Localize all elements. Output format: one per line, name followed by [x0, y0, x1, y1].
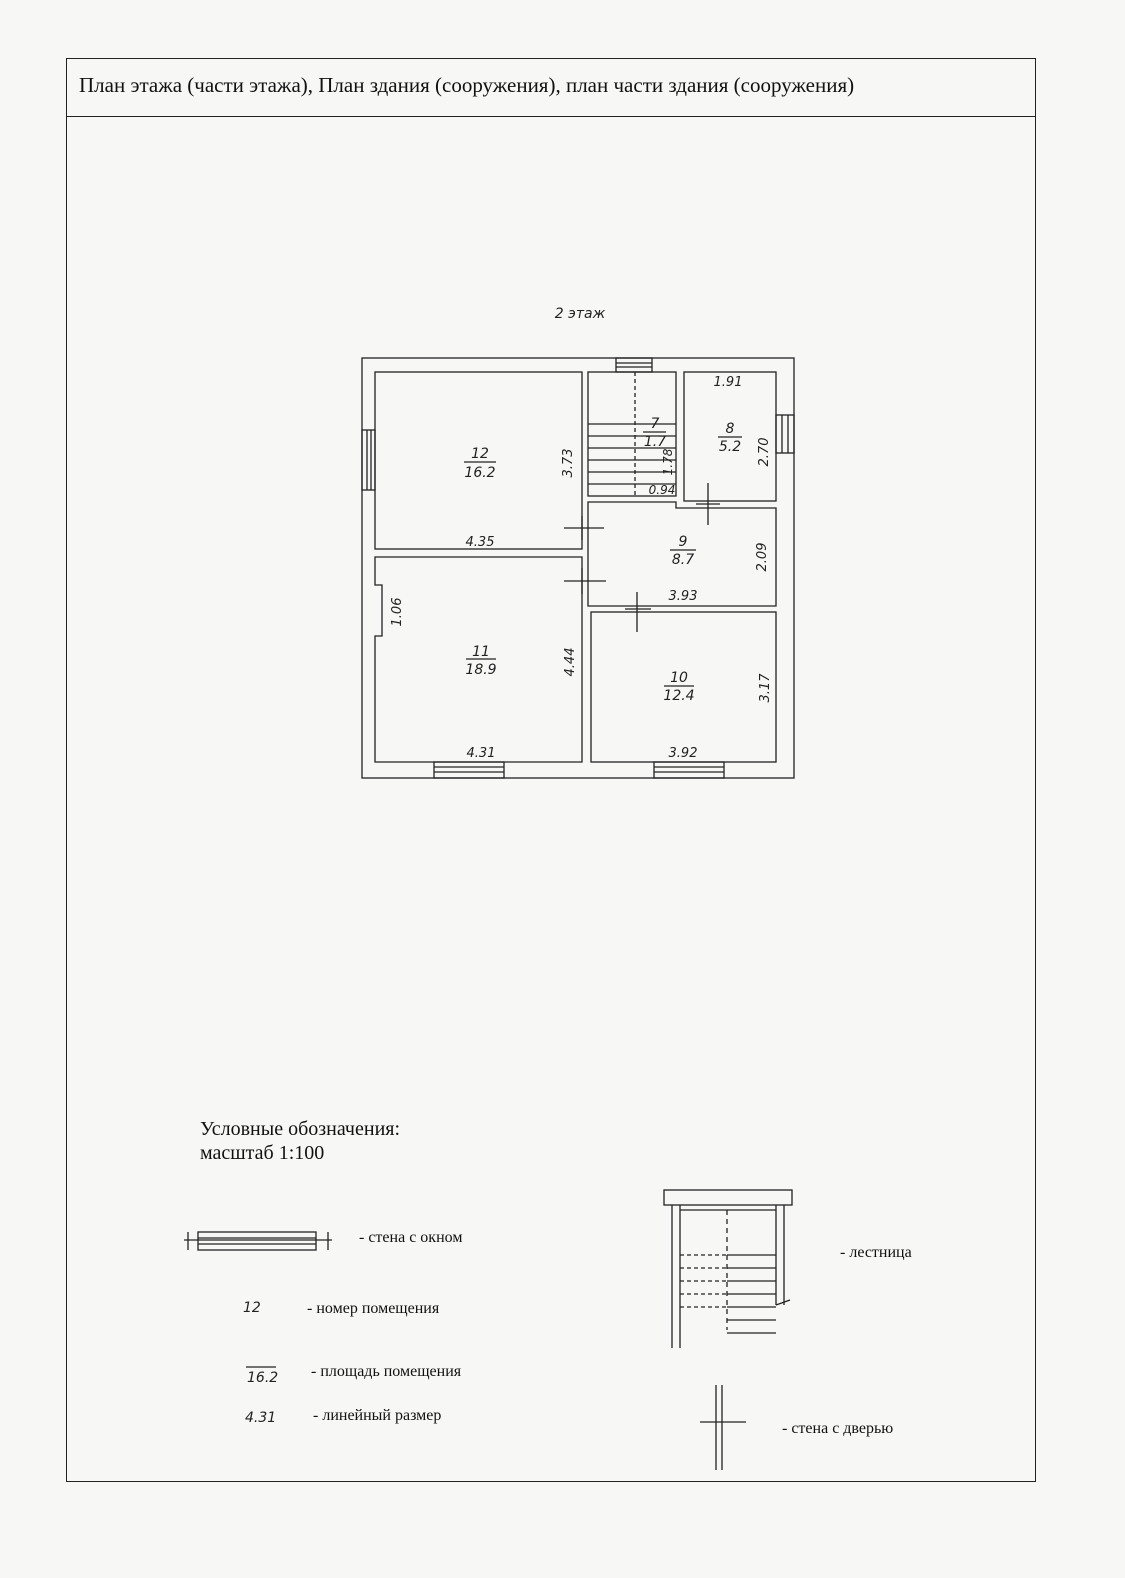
room-11-niche-dim: 1.06	[390, 597, 405, 627]
room-7-area: 1.7	[643, 434, 667, 450]
room-10-area: 12.4	[663, 688, 695, 704]
page-title: План этажа (части этажа), План здания (сооружения), план части здания (сооружения)	[79, 73, 855, 97]
legend-door-label: - стена с дверью	[782, 1420, 894, 1437]
legend-dimension-label: - линейный размер	[313, 1407, 442, 1424]
window-right	[776, 415, 794, 453]
room-12-area: 16.2	[464, 465, 496, 481]
room-12-width: 4.35	[465, 535, 495, 550]
door-room-11	[564, 568, 606, 594]
legend-room-number-label: - номер помещения	[307, 1300, 440, 1317]
room-9-number: 9	[678, 534, 688, 550]
room-11-number: 11	[472, 644, 490, 660]
room-10-number: 10	[670, 670, 688, 686]
room-8-height: 2.70	[757, 437, 772, 467]
room-9-height: 2.09	[755, 542, 770, 572]
room-7-number: 7	[650, 416, 660, 432]
room-11-width: 4.31	[466, 746, 496, 761]
window-bottom-left	[434, 762, 504, 778]
room-8-number: 8	[725, 421, 735, 437]
legend-stairs-symbol	[664, 1190, 792, 1348]
legend-window-symbol	[184, 1232, 332, 1250]
window-bottom-right	[654, 762, 724, 778]
legend-stairs-label: - лестница	[840, 1244, 912, 1261]
door-room-12	[564, 516, 604, 540]
room-8-area: 5.2	[718, 439, 742, 455]
room-7-width: 0.94	[648, 483, 676, 497]
room-9-width: 3.93	[668, 589, 698, 604]
legend-scale: масштаб 1:100	[200, 1142, 325, 1164]
room-12-height: 3.73	[561, 448, 576, 478]
legend-dimension-sample: 4.31	[245, 1410, 277, 1426]
window-top	[616, 358, 652, 372]
room-8-width: 1.91	[713, 375, 743, 390]
legend-window-label: - стена с окном	[359, 1229, 463, 1246]
room-9-area: 8.7	[671, 552, 695, 568]
legend-title: Условные обозначения:	[200, 1118, 401, 1140]
legend-room-number-sample: 12	[243, 1300, 261, 1316]
room-11-area: 18.9	[465, 662, 497, 678]
room-10-width: 3.92	[668, 746, 698, 761]
window-left	[362, 430, 375, 490]
room-12-number: 12	[471, 446, 489, 462]
room-10-height: 3.17	[758, 673, 773, 703]
room-10-outline	[591, 612, 776, 762]
legend-room-area-label: - площадь помещения	[311, 1363, 462, 1380]
legend-room-area-sample: 16.2	[247, 1370, 279, 1386]
floor-label: 2 этаж	[554, 306, 606, 322]
legend-door-symbol	[700, 1385, 746, 1470]
door-room-8	[696, 483, 720, 525]
room-11-height: 4.44	[563, 647, 578, 677]
room-7-height: 1.78	[661, 448, 675, 476]
